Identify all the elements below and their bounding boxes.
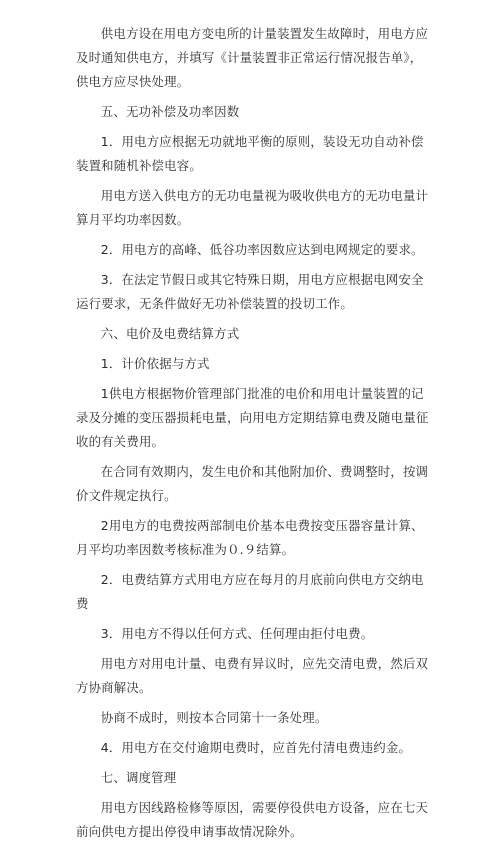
paragraph-reactive-3: 3．在法定节假日或其它特殊日期，用电方应根据电网安全运行要求，无条件做好无功补偿装置的投切工作。: [76, 272, 424, 311]
paragraph-dispatch-outage: 用电方因线路检修等原因，需要停役供电方设备，应在七天前向供电方提出停役申请事故情况除外。: [76, 800, 429, 839]
section-heading-pricing: 六、电价及电费结算方式: [100, 326, 240, 341]
paragraph-reactive-2: 2．用电方的高峰、低谷功率因数应达到电网规定的要求。: [100, 242, 424, 257]
paragraph-pricing-basis: 1供电方根据物价管理部门批准的电价和用电计量装置的记录及分摊的变压器损耗电量，向用电方定期结算电费及随电量征收的有关费用。: [76, 386, 429, 449]
paragraph-reactive-absorb: 用电方送入供电方的无功电量视为吸收供电方的无功电量计算月平均功率因数。: [76, 188, 429, 227]
paragraph-meter-fault: 供电方设在用电方变电所的计量装置发生故障时，用电方应及时通知供电方，并填写《计量装置非正常运行情况报告单》，供电方应尽快处理。: [76, 26, 429, 89]
paragraph-pricing-4: 4．用电方在交付逾期电费时，应首先付清电费违约金。: [100, 740, 412, 755]
paragraph-pricing-arbitration: 协商不成时，则按本合同第十一条处理。: [100, 710, 328, 725]
section-heading-dispatch: 七、调度管理: [100, 770, 177, 785]
section-heading-reactive-power: 五、无功补偿及功率因数: [100, 104, 240, 119]
paragraph-pricing-2: 2．电费结算方式用电方应在每月的月底前向供电方交纳电费: [76, 572, 424, 611]
paragraph-pricing-1: 1．计价依据与方式: [100, 356, 210, 371]
paragraph-pricing-adjust: 在合同有效期内，发生电价和其他附加价、费调整时，按调价文件规定执行。: [76, 464, 429, 503]
paragraph-pricing-dispute: 用电方对用电计量、电费有异议时，应先交清电费，然后双方协商解决。: [76, 656, 429, 695]
paragraph-reactive-1: 1．用电方应根据无功就地平衡的原则，装设无功自动补偿装置和随机补偿电容。: [76, 134, 424, 173]
paragraph-pricing-two-part: 2用电方的电费按两部制电价基本电费按变压器容量计算、月平均功率因数考核标准为０.９结算。: [76, 518, 424, 557]
paragraph-pricing-3: 3．用电方不得以任何方式、任何理由拒付电费。: [100, 626, 374, 641]
